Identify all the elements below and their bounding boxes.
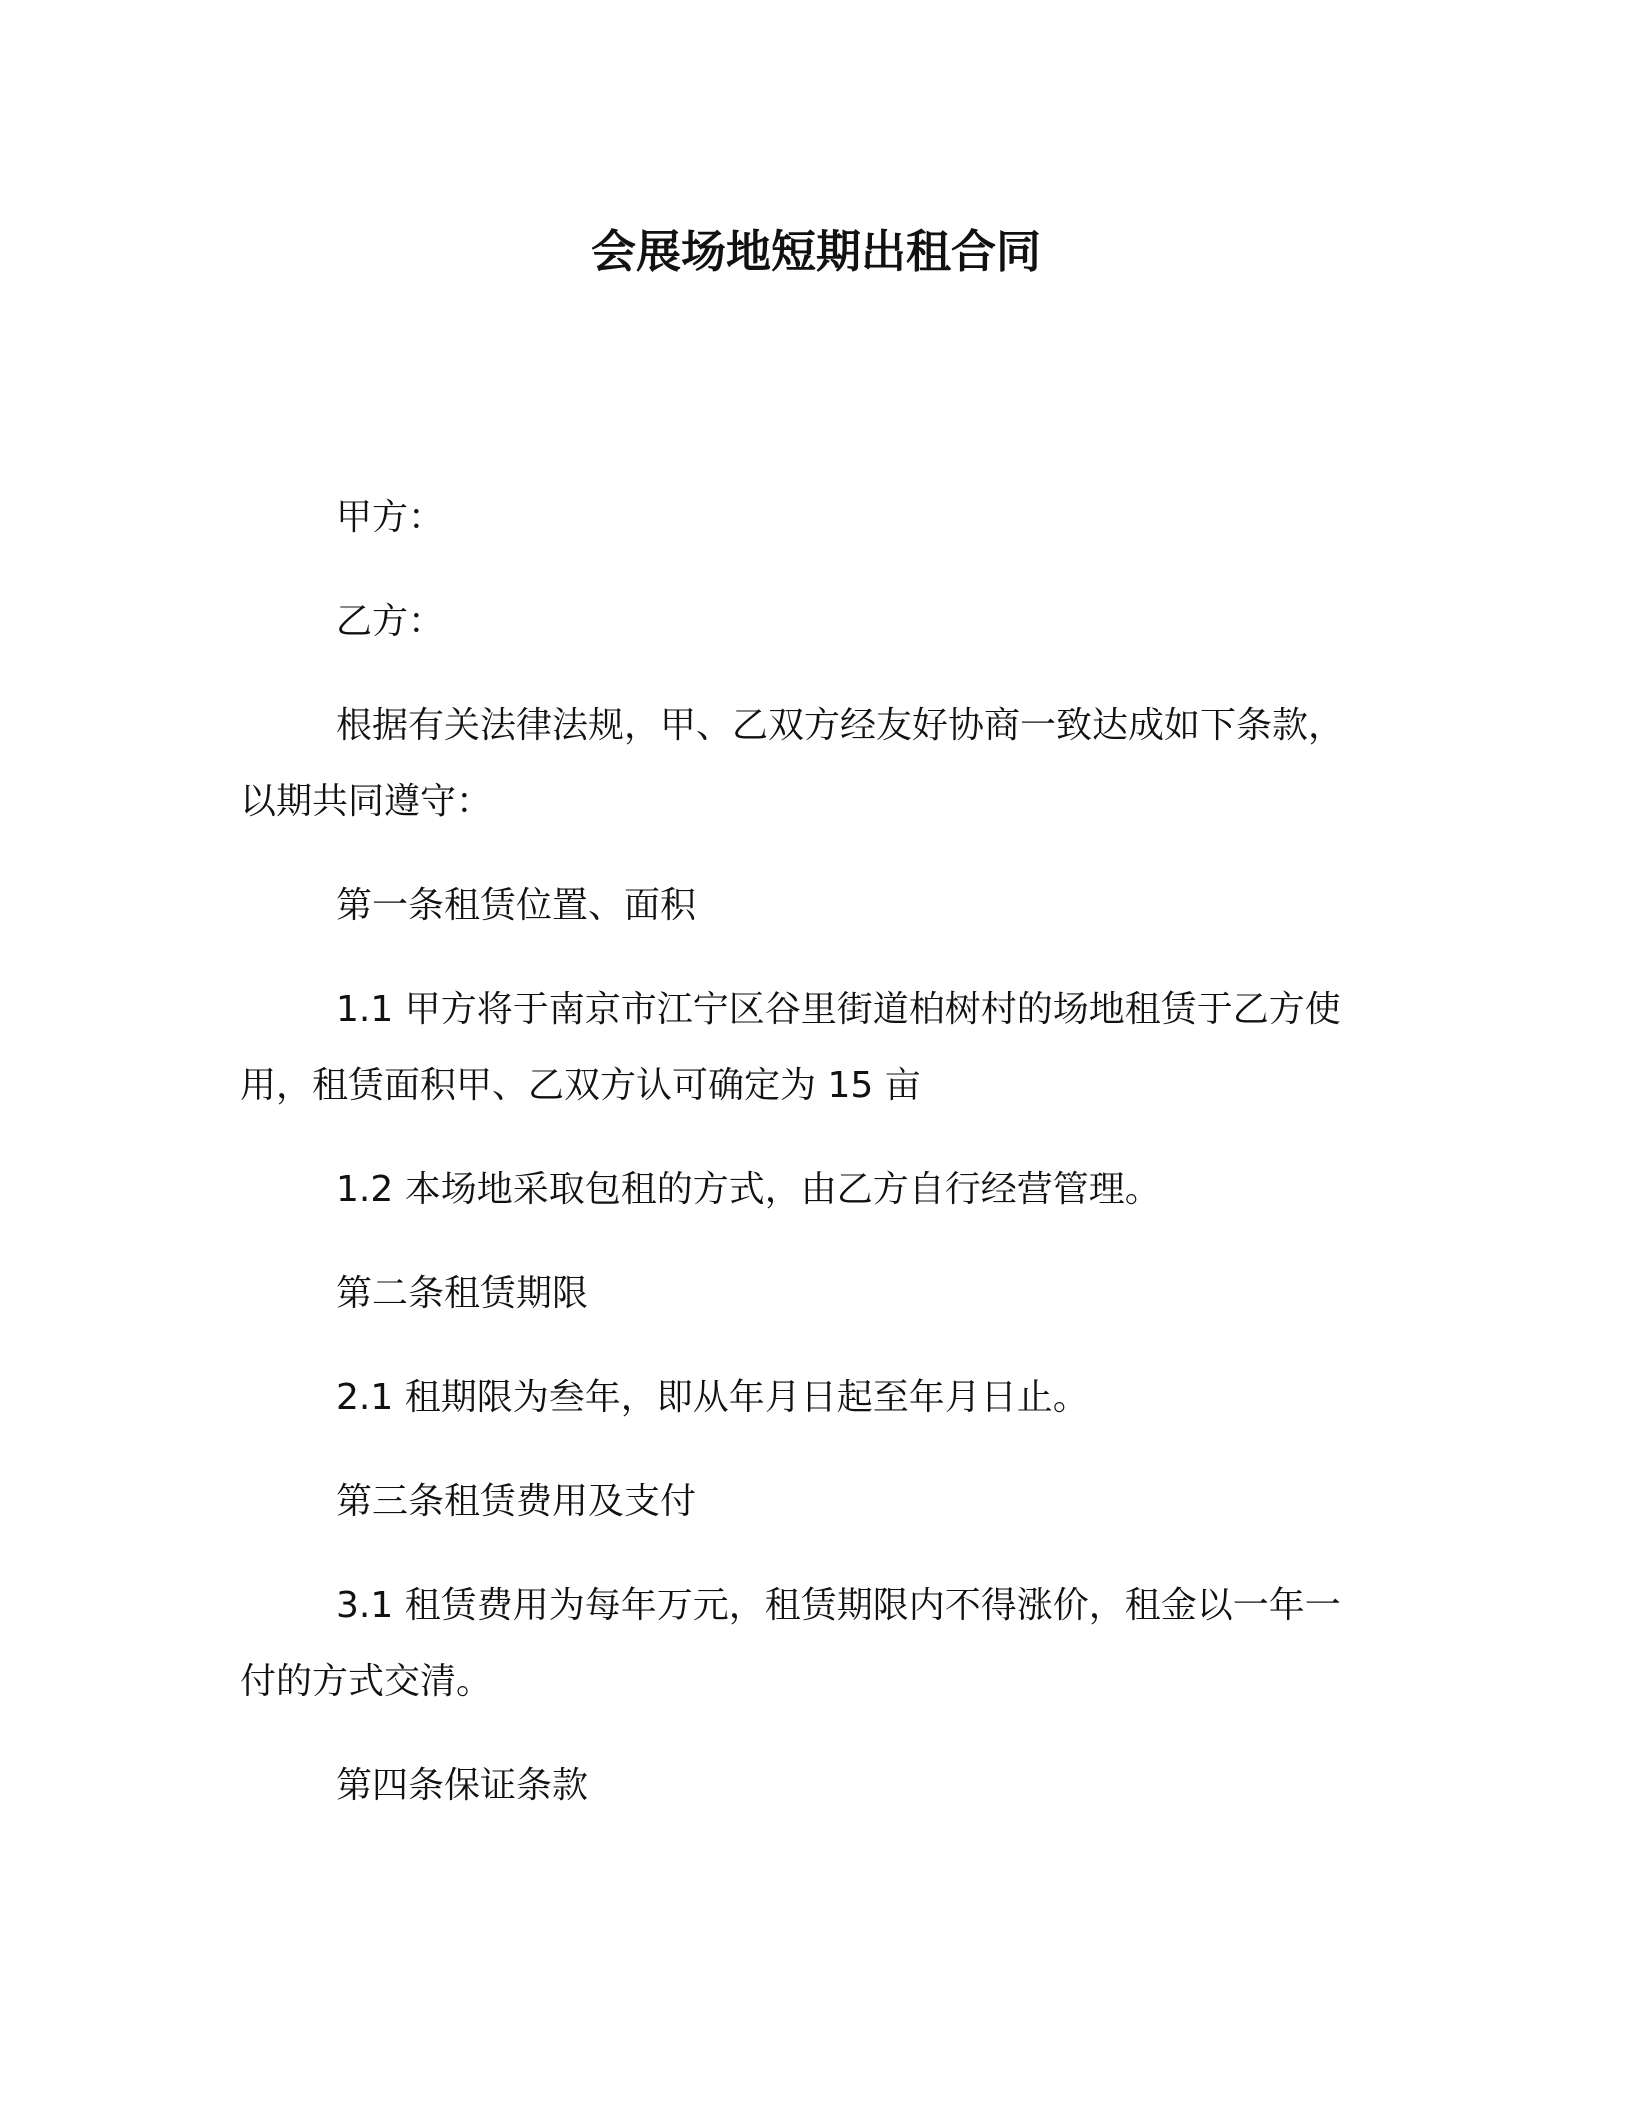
- intro-line-1: 根据有关法律法规，甲、乙双方经友好协商一致达成如下条款，: [336, 705, 1345, 746]
- clause-2-1-text: 2.1 租期限为叁年，即从年月日起至年月日止。: [336, 1377, 1089, 1418]
- article-3-heading: [240, 1464, 1370, 1540]
- clause-2-1: [240, 1360, 1370, 1436]
- party-b-line: [240, 584, 1370, 660]
- article-3-heading-text: 第三条租赁费用及支付: [336, 1481, 697, 1522]
- clause-1-1: [240, 972, 1370, 1124]
- clause-3-1: [240, 1568, 1370, 1720]
- intro-paragraph: [240, 688, 1370, 840]
- party-a-label: 甲方：: [336, 497, 445, 538]
- document-title: 会展场地短期出租合同: [590, 225, 1041, 278]
- party-b-label: 乙方：: [336, 601, 445, 642]
- article-4-heading-text: 第四条保证条款: [336, 1765, 589, 1806]
- article-2-heading-text: 第二条租赁期限: [336, 1273, 589, 1314]
- clause-1-2: [240, 1152, 1370, 1228]
- clause-1-2-text: 1.2 本场地采取包租的方式，由乙方自行经营管理。: [336, 1169, 1161, 1210]
- clause-3-1-line-1: 3.1 租赁费用为每年万元，租赁期限内不得涨价，租金以一年一: [336, 1585, 1341, 1626]
- article-1-heading: [240, 868, 1370, 944]
- intro-line-2: 以期共同遵守：: [240, 781, 493, 822]
- clause-1-1-line-2: 用，租赁面积甲、乙双方认可确定为 15 亩: [240, 1065, 921, 1106]
- article-1-heading-text: 第一条租赁位置、面积: [336, 885, 697, 926]
- article-2-heading: [240, 1256, 1370, 1332]
- clause-3-1-line-2: 付的方式交清。: [240, 1661, 493, 1702]
- party-a-line: [240, 480, 1370, 556]
- clause-1-1-line-1: 1.1 甲方将于南京市江宁区谷里街道柏树村的场地租赁于乙方使: [336, 989, 1341, 1030]
- article-4-heading: [240, 1748, 1370, 1824]
